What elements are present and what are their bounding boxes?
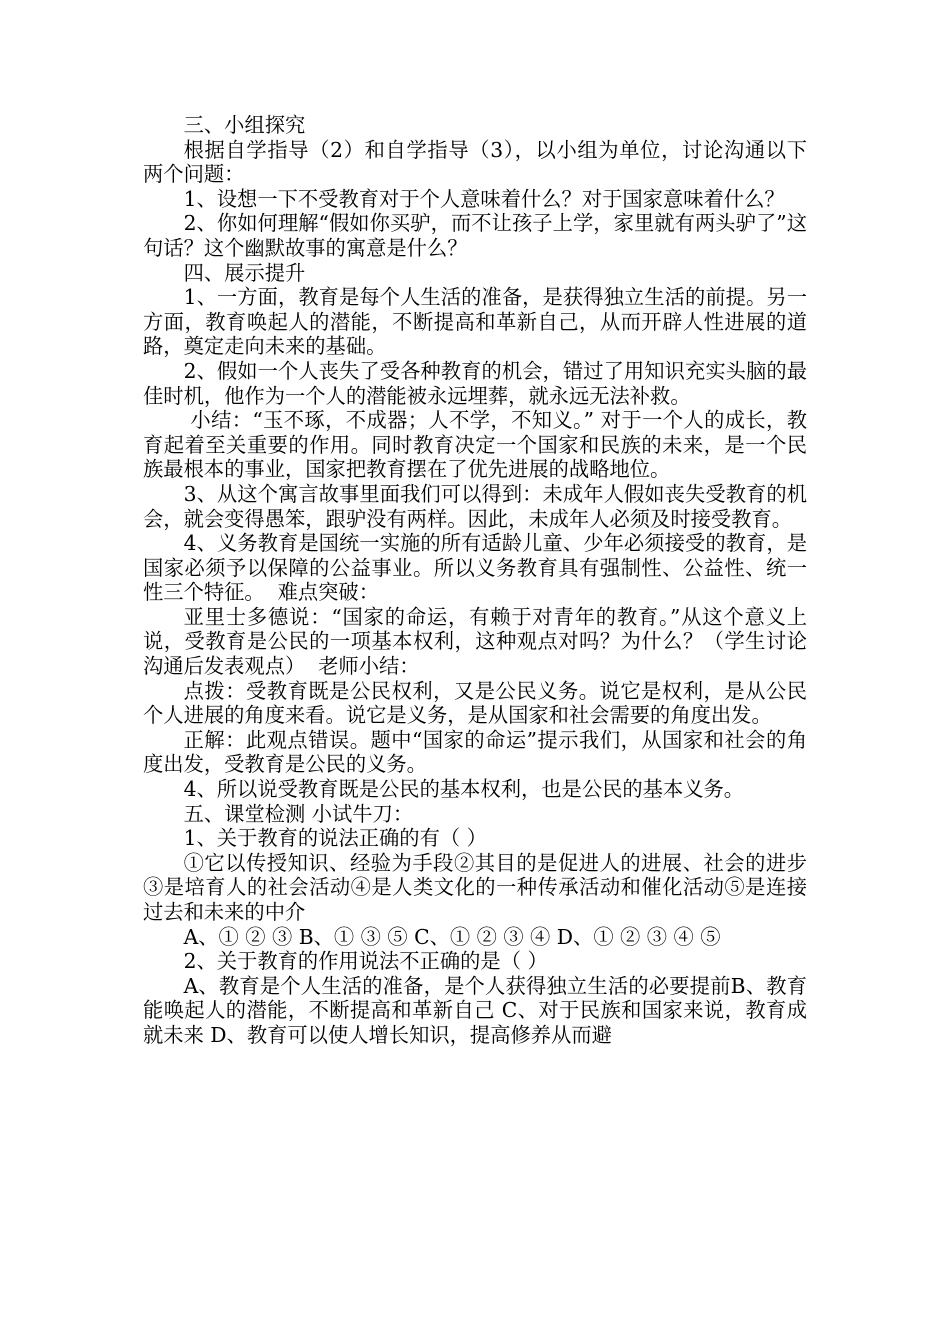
paragraph: 根据自学指导（2）和自学指导（3），以小组为单位，讨论沟通以下两个问题： (143, 137, 807, 187)
paragraph: 4、所以说受教育既是公民的基本权利，也是公民的基本义务。 (183, 777, 745, 802)
answer-choices: A、① ② ③ B、① ③ ⑤ C、① ② ③ ④ D、① ② ③ ④ ⑤ (183, 924, 721, 949)
question: 1、关于教育的说法正确的有（ ） (183, 826, 487, 851)
paragraph: 正解：此观点错误。题中“国家的命运”提示我们，从国家和社会的角度出发，受教育是公民的义务。 (143, 727, 807, 777)
paragraph: 小结：“玉不琢，不成器；人不学，不知义。” 对于一个人的成长，教育起着至关重要的作用。同时教育决定一个国家和民族的未来，是一个民族最根本的事业，国家把教育摆在了优先进展的战略地位。 (143, 408, 807, 482)
paragraph: 2、假如一个人丧失了受各种教育的机会，错过了用知识充实头脑的最佳时机，他作为一个人的潜能被永远埋葬，就永远无法补救。 (143, 358, 807, 408)
section-heading-presentation: 四、展示提升 (183, 260, 306, 285)
question-options: ①它以传授知识、经验为手段②其目的是促进人的进展、社会的进步③是培育人的社会活动④是人类文化的一种传承活动和催化活动⑤是连接过去和未来的中介 (143, 850, 807, 924)
answer-choices: A、教育是个人生活的准备，是个人获得独立生活的必要提前B、教育能唤起人的潜能，不断提高和革新自己 C、对于民族和国家来说，教育成就未来 D、教育可以使人增长知识，提高修养从而避 (143, 973, 807, 1047)
document-body (143, 113, 807, 1048)
paragraph: 2、你如何理解“假如你买驴，而不让孩子上学，家里就有两头驴了”这句话？这个幽默故事的寓意是什么？ (143, 211, 807, 260)
paragraph: 1、一方面，教育是每个人生活的准备，是获得独立生活的前提。另一方面，教育唤起人的潜能，不断提高和革新自己，从而开辟人性进展的道路，奠定走向未来的基础。 (143, 285, 807, 359)
paragraph: 点拨：受教育既是公民权利，又是公民义务。说它是权利，是从公民个人进展的角度来看。说它是义务，是从国家和社会需要的角度出发。 (143, 678, 807, 728)
paragraph: 3、从这个寓言故事里面我们可以得到：未成年人假如丧失受教育的机会，就会变得愚笨，跟驴没有两样。因此，未成年人必须及时接受教育。 (143, 481, 807, 531)
section-heading-group-inquiry: 三、小组探究 (183, 113, 306, 137)
section-heading-class-test: 五、课堂检测 小试牛刀： (183, 801, 414, 826)
question: 2、关于教育的作用说法不正确的是（ ） (183, 949, 548, 974)
paragraph: 1、设想一下不受教育对于个人意味着什么？对于国家意味着什么？ (183, 186, 785, 211)
paragraph: 亚里士多德说：“国家的命运，有赖于对青年的教育。”从这个意义上说，受教育是公民的一项基本权利，这种观点对吗？为什么？（学生讨论沟通后发表观点） 老师小结： (143, 604, 807, 679)
paragraph: 4、义务教育是国统一实施的所有适龄儿童、少年必须接受的教育，是国家必须予以保障的公益事业。所以义务教育具有强制性、公益性、统一性三个特征。 难点突破： (143, 531, 807, 605)
